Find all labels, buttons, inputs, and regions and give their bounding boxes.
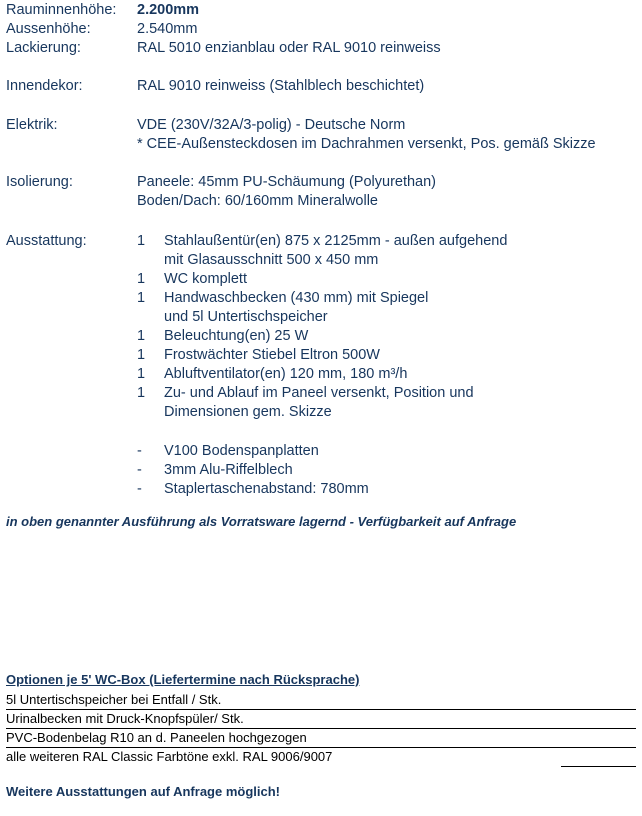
spec-row-innenhoehe bbox=[6, 1, 636, 20]
spec-label: Isolierung: bbox=[6, 174, 73, 190]
spec-value: RAL 5010 enzianblau oder RAL 9010 reinweiss bbox=[137, 40, 441, 56]
spec-value: * CEE-Außensteckdosen im Dachrahmen versenkt, Pos. gemäß Skizze bbox=[137, 136, 596, 152]
option-row bbox=[6, 710, 636, 729]
spec-row-isolierung bbox=[6, 173, 636, 192]
equipment-row bbox=[6, 308, 636, 327]
equipment-qty: 1 bbox=[137, 347, 146, 363]
option-text: Urinalbecken mit Druck-Knopfspüler/ Stk. bbox=[6, 711, 244, 726]
equipment-text: und 5l Untertischspeicher bbox=[164, 309, 328, 325]
option-text: PVC-Bodenbelag R10 an d. Paneelen hochgezogen bbox=[6, 730, 307, 745]
option-text: 5l Untertischspeicher bei Entfall / Stk. bbox=[6, 692, 222, 707]
spec-value: Paneele: 45mm PU-Schäumung (Polyurethan) bbox=[137, 174, 437, 190]
equipment-row bbox=[6, 346, 636, 365]
equipment-text: Dimensionen gem. Skizze bbox=[164, 404, 332, 420]
spec-row-aussenhoehe bbox=[6, 20, 636, 39]
extra-text: 3mm Alu-Riffelblech bbox=[164, 462, 293, 478]
extra-row bbox=[6, 442, 636, 461]
spec-value: Boden/Dach: 60/160mm Mineralwolle bbox=[137, 193, 378, 209]
spec-label: Innendekor: bbox=[6, 78, 83, 94]
equipment-text: Beleuchtung(en) 25 W bbox=[164, 328, 309, 344]
spec-label: Aussenhöhe: bbox=[6, 21, 91, 37]
spec-row-lackierung bbox=[6, 39, 636, 58]
extra-bullet: - bbox=[137, 462, 142, 478]
equipment-row bbox=[6, 327, 636, 346]
spec-value: 2.540mm bbox=[137, 21, 198, 37]
equipment-qty: 1 bbox=[137, 328, 146, 344]
spec-row-elektrik bbox=[6, 116, 636, 135]
spec-label: Lackierung: bbox=[6, 40, 81, 56]
equipment-text: mit Glasausschnitt 500 x 450 mm bbox=[164, 252, 379, 268]
spec-value: 2.200mm bbox=[137, 2, 200, 18]
equipment-qty: 1 bbox=[137, 385, 146, 401]
extra-text: V100 Bodenspanplatten bbox=[164, 443, 319, 459]
spec-value: RAL 9010 reinweiss (Stahlblech beschichtet) bbox=[137, 78, 425, 94]
equipment-row bbox=[6, 403, 636, 422]
equipment-row bbox=[6, 270, 636, 289]
equipment-qty: 1 bbox=[137, 233, 146, 249]
equipment-row bbox=[6, 251, 636, 270]
spec-value: VDE (230V/32A/3-polig) - Deutsche Norm bbox=[137, 117, 406, 133]
equipment-label: Ausstattung: bbox=[6, 233, 87, 249]
spec-label: Rauminnenhöhe: bbox=[6, 2, 117, 18]
spec-label: Elektrik: bbox=[6, 117, 58, 133]
equipment-text: Zu- und Ablauf im Paneel versenkt, Position und bbox=[164, 385, 474, 401]
option-text: alle weiteren RAL Classic Farbtöne exkl. RAL 9006/9007 bbox=[6, 749, 333, 764]
option-row bbox=[6, 691, 636, 710]
spec-row-elektrik-2 bbox=[6, 135, 636, 154]
extra-bullet: - bbox=[137, 481, 142, 497]
equipment-text: Frostwächter Stiebel Eltron 500W bbox=[164, 347, 380, 363]
availability-note: in oben genannter Ausführung als Vorratsware lagernd - Verfügbarkeit auf Anfrage bbox=[6, 514, 517, 529]
spec-row-innendekor bbox=[6, 77, 636, 96]
extra-text: Staplertaschenabstand: 780mm bbox=[164, 481, 369, 497]
equipment-qty: 1 bbox=[137, 290, 146, 306]
extra-row bbox=[6, 461, 636, 480]
option-row bbox=[6, 729, 636, 748]
equipment-text: Handwaschbecken (430 mm) mit Spiegel bbox=[164, 290, 429, 306]
equipment-qty: 1 bbox=[137, 366, 146, 382]
equipment-row bbox=[6, 289, 636, 308]
equipment-text: WC komplett bbox=[164, 271, 247, 287]
option-row bbox=[6, 748, 636, 766]
extra-row bbox=[6, 480, 636, 499]
equipment-row bbox=[6, 384, 636, 403]
equipment-row bbox=[6, 365, 636, 384]
equipment-row bbox=[6, 232, 636, 251]
extra-bullet: - bbox=[137, 443, 142, 459]
more-options-note: Weitere Ausstattungen auf Anfrage möglich! bbox=[6, 784, 280, 799]
options-title: Optionen je 5' WC-Box (Liefertermine nach Rücksprache) bbox=[6, 672, 360, 687]
equipment-qty: 1 bbox=[137, 271, 146, 287]
equipment-text: Abluftventilator(en) 120 mm, 180 m³/h bbox=[164, 366, 408, 382]
spec-row-isolierung-2 bbox=[6, 192, 636, 211]
equipment-text: Stahlaußentür(en) 875 x 2125mm - außen aufgehend bbox=[164, 233, 508, 249]
price-line bbox=[561, 766, 636, 767]
